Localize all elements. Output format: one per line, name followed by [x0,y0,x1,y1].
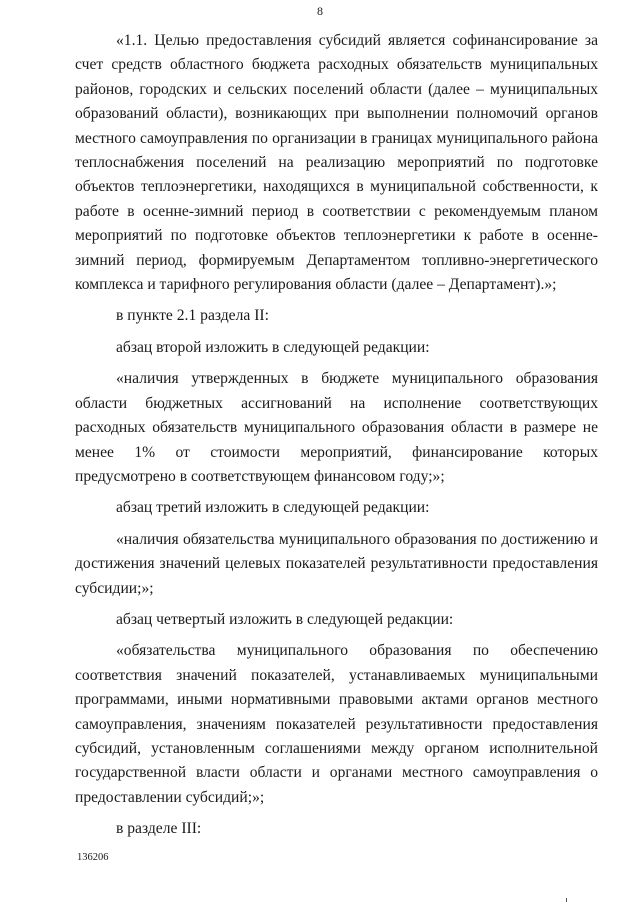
paragraph-section-3: в разделе III: [116,820,202,838]
paragraph-clause-2-1: в пункте 2.1 раздела II: [116,307,269,325]
document-body [75,29,598,842]
paragraph-budget-allocations: «наличия утвержденных в бюджете муниципального образования области бюджетных ассигнований на исполнение соответствующих расходных обязательств муниципального образования области в размере не менее 1% от стоимости мероприятий, финансирование которых предусмотрено в соответствующем финансовом году;»; [75,370,598,485]
paragraph-indicator-compliance: «обязательства муниципального образования по обеспечению соответствия значений показателей, устанавливаемых муниципальными программами, иными нормативными правовыми актами органов местного самоуправления, значениям показателей результативности предоставления субсидий, установленным соглашениями между органом исполнительной государственной власти области и органами местного самоуправления о предоставлении субсидий;»; [75,642,598,806]
scan-corner-mark [566,898,567,902]
paragraph-subsidy-purpose: «1.1. Целью предоставления субсидий является софинансирование за счет средств областного бюджета расходных обязательств муниципальных районов, городских и сельских поселений области (далее – муниципальных образований области), возникающих при выполнении полномочий органов местного самоуправления по организации в границах муниципального района теплоснабжения поселений на реализацию мероприятий по подготовке объектов теплоэнергетики, находящихся в муниципальной собственности, к работе в осенне-зимний период в соответствии с рекомендуемым планом мероприятий по подготовке объектов теплоэнергетики к работе в осенне-зимний период, формируемым Департаментом топливно-энергетического комплекса и тарифного регулирования области (далее – Департамент).»; [75,32,598,294]
paragraph-third-para-instruction: абзац третий изложить в следующей редакции: [116,499,430,517]
paragraph-target-indicators: «наличия обязательства муниципального образования по достижению и достижения значений целевых показателей результативности предоставления субсидии;»; [75,530,598,597]
footer-document-code: 136206 [77,852,109,863]
paragraph-second-para-instruction: абзац второй изложить в следующей редакции: [116,338,430,356]
page-number: 8 [317,4,323,18]
paragraph-fourth-para-instruction: абзац четвертый изложить в следующей редакции: [116,610,454,628]
